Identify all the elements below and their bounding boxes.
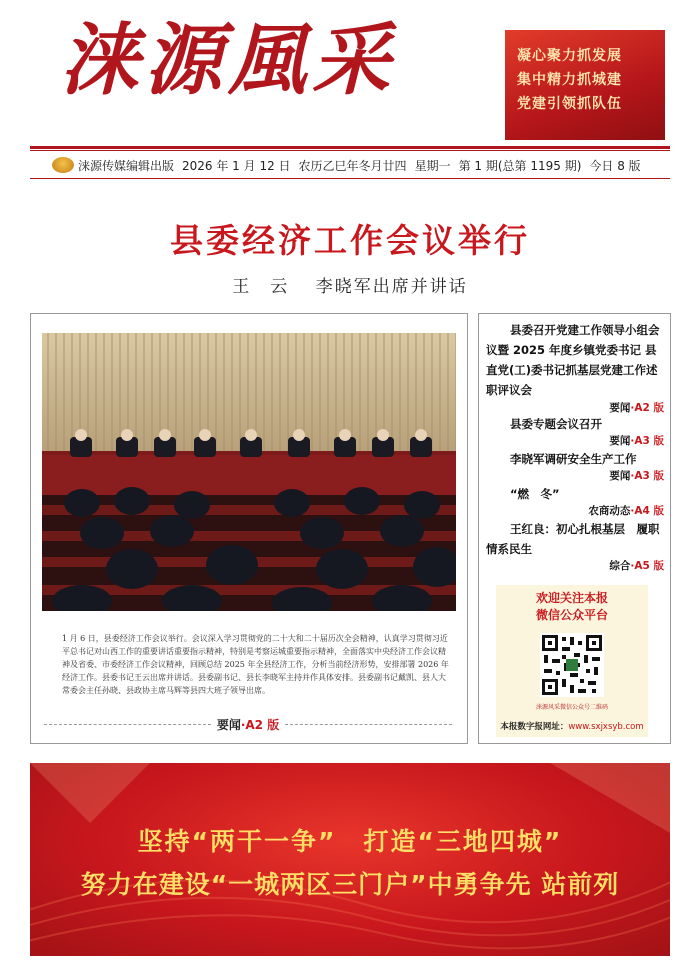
slogan-box [505, 30, 665, 140]
slogan-line: 集中精力抓城建 [517, 72, 622, 88]
ref-section: 要闻 [609, 402, 631, 414]
slogan-banner [30, 763, 670, 956]
banner-slogan-1: 坚持“两干一争” 打造“三地四城” [137, 827, 563, 856]
weekday: 星期一 [414, 158, 451, 173]
ref-section: 要闻 [609, 435, 631, 447]
ref-page: ·A3 版 [630, 435, 664, 447]
meeting-photo-image [42, 333, 456, 611]
brief-page-ref[interactable] [486, 468, 664, 484]
masthead-title: 涞源風采 [60, 15, 397, 106]
dateline-rule [30, 178, 670, 179]
brief-page-ref[interactable] [486, 433, 664, 449]
divider [44, 724, 211, 725]
site-label: 本报数字报网址： [500, 722, 569, 732]
publisher-logo-icon [52, 157, 74, 173]
qr-caption: 涞源风采微信公众号二维码 [535, 704, 608, 711]
ref-page: ·A4 版 [630, 505, 664, 517]
banner-slogan-2: 努力在建设“一城两区三门户”中勇争先 站前列 [80, 870, 620, 899]
ref-page: ·A5 版 [630, 560, 664, 572]
qr-code-icon[interactable] [540, 633, 604, 697]
publisher: 涞源传媒编辑出版 [78, 158, 175, 173]
qr-code-graphic [540, 633, 604, 697]
digital-site[interactable] [496, 720, 648, 732]
dateline [30, 154, 670, 176]
site-url[interactable]: www.sxjxsyb.com [568, 722, 644, 732]
wechat-title-line: 微信公众平台 [535, 608, 608, 622]
page-count: 今日 8 版 [589, 158, 641, 173]
meeting-photo[interactable] [42, 333, 456, 611]
brief-page-ref[interactable] [486, 558, 664, 574]
masthead-rule-thin [30, 150, 670, 151]
ref-page: ·A2 版 [240, 717, 280, 732]
ref-section: 农商动态 [588, 505, 631, 517]
brief-title[interactable]: 县委召开党建工作领导小组会议暨 2025 年度乡镇党委书记 县直党(工)委书记抓基层党建工作述职评议会 [486, 323, 660, 397]
wechat-title [496, 590, 648, 624]
lead-page-ref[interactable] [38, 714, 458, 734]
ref-section: 综合 [609, 560, 631, 572]
issue-number: 第 1 期(总第 1195 期) [458, 158, 582, 173]
banner-decoration [30, 763, 670, 956]
wechat-title-line: 欢迎关注本报 [535, 591, 608, 605]
ref-page: ·A2 版 [630, 402, 664, 414]
ref-section: 要闻 [609, 470, 631, 482]
slogan-line: 党建引领抓队伍 [517, 96, 622, 112]
brief-title[interactable]: 县委专题会议召开 [510, 417, 602, 431]
brief-title[interactable]: 王红良：初心扎根基层 履职情系民生 [486, 522, 660, 556]
brief-title[interactable]: “燃 冬” [510, 487, 560, 501]
lead-headline[interactable]: 县委经济工作会议举行 [170, 221, 530, 260]
divider [285, 724, 452, 725]
brief-title[interactable]: 李晓军调研安全生产工作 [510, 452, 637, 466]
lunar-date: 农历乙巳年冬月廿四 [298, 158, 407, 173]
masthead-rule [30, 146, 670, 149]
ref-page: ·A3 版 [630, 470, 664, 482]
lead-subheadline: 王 云 李晓军出席并讲话 [232, 277, 468, 297]
issue-date: 2026 年 1 月 12 日 [182, 158, 291, 173]
ref-section: 要闻 [216, 717, 241, 732]
photo-caption: 1 月 6 日，县委经济工作会议举行。会议深入学习贯彻党的二十大和二十届历次全会精神，认真学习贯彻习近平总书记对山西工作的重要讲话重要指示精神，特别是考察运城重要指示精神，全面落实中央经济工作会议精神及省委、市委经济工作会议精神，回顾总结 2025 年全县经济工作，分析当前经济形势，安排部署 2026 年经济工作。县委书记王云出席并讲话。县委副书记、县长李晓军主持并作具体安排。县委副书记戴凯、县人大常委会主任孙晓、县政协主席马辉等县四大班子领导出席。 [62, 634, 449, 695]
brief-page-ref[interactable] [486, 503, 664, 519]
slogan-line: 凝心聚力抓发展 [517, 48, 622, 64]
